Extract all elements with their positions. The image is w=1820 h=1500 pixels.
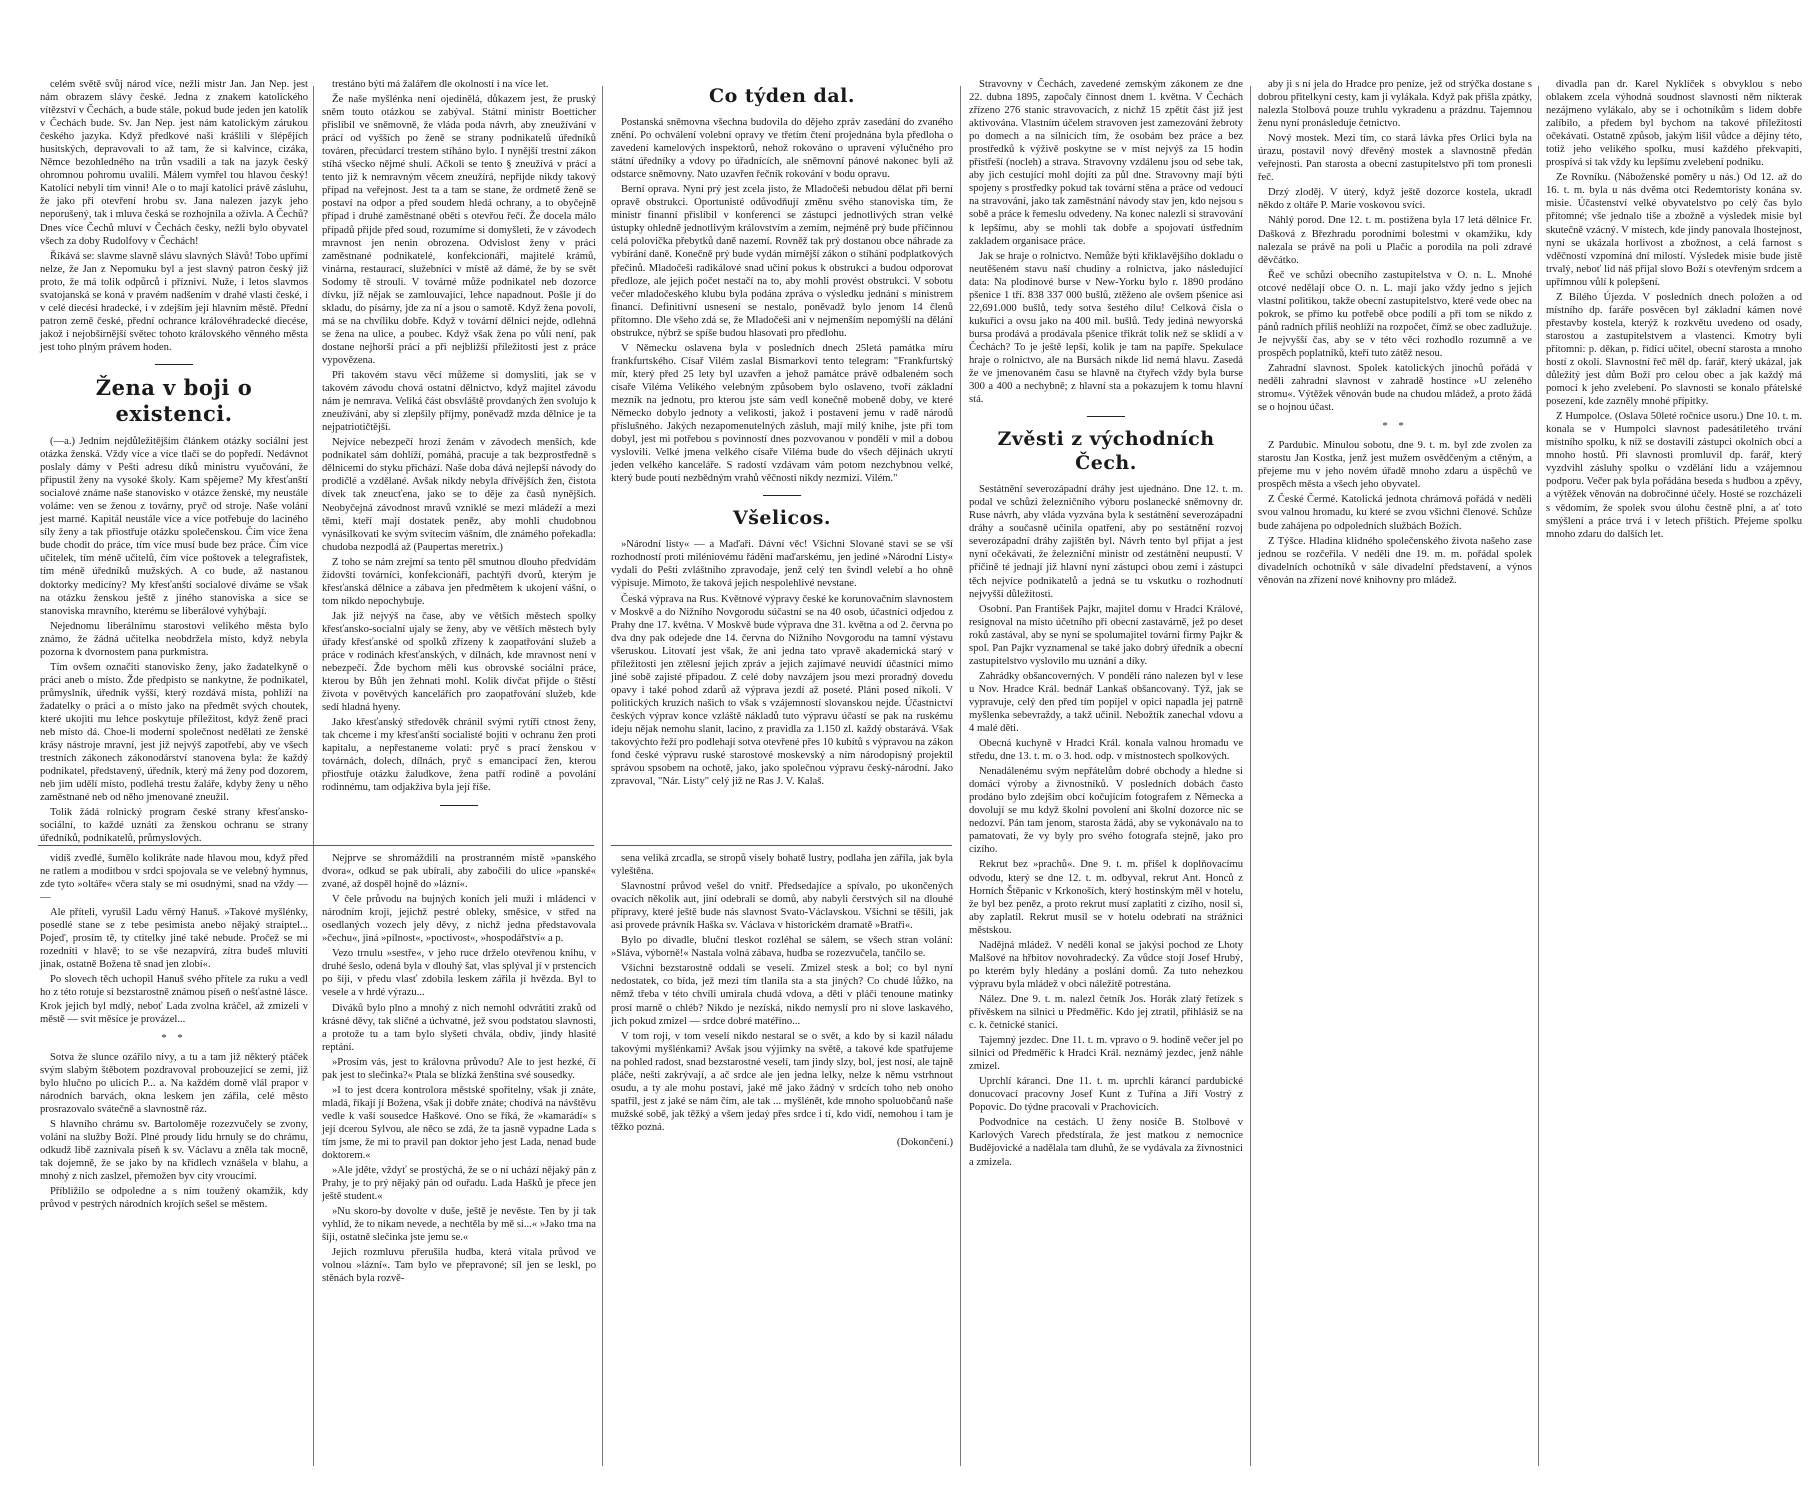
paragraph: Z České Čermé. Katolická jednota chrámová pořádá v neděli svou valnou hromadu, ku které se zvou všichni členové. Schůze bude zahájena po odpoledních službách Božích. xyxy=(1258,494,1532,532)
paragraph: Nový mostek. Mezi tím, co stará lávka přes Orlici byla na úrazu, postavil nový dřevěný mostek a slavnostně předán veřejnosti. Pan starosta a obecní zastupitelstvo při tom pronesli řeč. xyxy=(1258,133,1532,184)
paragraph: Ze Rovníku. (Náboženské poměry u nás.) Od 12. až do 16. t. m. byla u nás dvěma otci Redemtoristy konána sv. misie. Účastenství velké obyvatelstvo po celý čas bylo přítomné; vše jednalo tiše a zbožně a výsledek misie byl skutečně vzácný. V místech, kde jindy panovala lhostejnost, nyní se ukázala horlivost a zbožnost, a celá farnost s vděčností vzpomíná dní milostí. Výsledek misie bude jistě trvalý, neboť lid náš přijal slovo Boží s otevřeným srdcem a upřímnou vůlí k polepšení. xyxy=(1546,172,1802,288)
paragraph: Tím ovšem označiti stanovisko ženy, jako žadatelkyně o práci aneb o místo. Žde předpisto se nankytne, že podnikatel, průmyslník, úředník vyšší, který rozdává místa, pohlíží na žadatelky o práci a o místo jako na předmět svých choutek, které ukojiti mu lehce poskytuje příležitost, když ženě praci neb místo dá. Choe-li moderní společnost nedělati ze ženské krásy nástroje mravní, jest již nejvýš zapotřebí, aby ve všech trestních zákonech zákonodárství stanovena byla: že každý podnikatel, představený, úředník, který má ženy pod dozorem, neb jim udělí místo, podlehá trestu žaláře, kdyby ženy u něho zaměstnané neb od něho jmenované zneužil. xyxy=(40,661,308,804)
paragraph: Nález. Dne 9. t. m. nalezl četník Jos. Horák zlatý řetízek s přívěskem na silnici u Předměřic. Kdo jej ztratil, přihlásiž se na c. k. četnické stanici. xyxy=(969,993,1243,1032)
paragraph: Sotva že slunce ozářilo nivy, a tu a tam již některý ptáček svým slabým štěbotem pozdravoval probouzející se zemi, již bylo hlučno po ulicích P... a. Na každém domě vlál prapor v národních barvách, okna leskem jen zářila, celé město prosrazovalo svátečně a slavnostně ráz. xyxy=(40,1051,308,1115)
column-1-lower xyxy=(40,852,308,1472)
column-2 xyxy=(322,78,596,838)
paragraph: Jak se hraje o rolnictvo. Nemůže býti křiklavějšího dokladu o neutěšeném stavu naší chudiny a rolnictva, jako následující data: Na plodinové burse v New-Yorku bylo r. 1890 prodáno pšenice 1 tří. 838 337 000 bušlů, ztěženo ale ovšem pšenice asi 22,691.000 bušlů, tedy sotva šestého dílu! Celková čísla o kukuřici a ovsu jako na 400 mil. bušlů. Tedy jediná newyorská bursa prodává a prodávala pšenice třikrát tolik než se sklidí a v Čechách? To je ještě lepší, kolik je tam na papíře. Spekulace hraje o rolnictvo, ale na Bursách nikde lid nemá hlavu. Zasedá že ve jmenovaném času se hlavně na čtyřech vždy byla burse 300 a 400 a nechybně; z hlavní sta a pokazujem k tomu hlavní stá. xyxy=(969,250,1243,406)
short-rule xyxy=(155,364,193,365)
paragraph: Podvodnice na cestách. U ženy nosiče B. Stolbové v Karlových Varech předstírala, že jest matkou z nemocnice Budějovické a nadělala tam dluhů, že se vydávala za živnostnici a zmizela. xyxy=(969,1117,1243,1168)
paragraph: Nejprve se shromáždili na prostranném místě »panského dvora«, odkud se pak ubírali, aby zabočili do ulice »panské« zvané, až dospěl hojně do »lázní«. xyxy=(322,853,596,891)
column-3-lower xyxy=(611,852,953,1472)
paragraph: Při takovém stavu věcí můžeme si domysliti, jak se v takovém závodu chová ostatní dělnictvo, když majitel závodu nám je nemrava. Veliká část obsvláště provdaných žen svolujo k zneužívání, aby si zlepšily příjmy, poněvadž mzda dělnice je ta nejpatriotičtější. xyxy=(322,370,596,434)
column-5 xyxy=(1258,78,1532,1468)
paragraph: »I to jest dcera kontrolora městské spořitelny, však ji znáte, mladá, říkají jí Božena, však ji dobře znáte; chodívá na návštěvu vedle k vaší sousedce Haškové. Ono se říká, že »kamarádí« s její dcerou Sylvou, ale něco se zdá, že ta jasně vypadne Lada s tím jsme, že mi to pravil pan doktor jeho jest Lada, nenad bude doktorem.« xyxy=(322,1084,596,1162)
article-headline: Zvěsti z východních Čech. xyxy=(997,428,1215,475)
column-separator xyxy=(1250,86,1251,1466)
paragraph: aby ji s ní jela do Hradce pro peníze, jež od strýčka dostane s dobrou přitelkyní cesty, kam ji vylákala. Když pak přišla zpátky, nalezla Stolbová pouze truhlu vykradenu a prázdnu. Tajemnou ženu nyní pronásleduje četnictvo. xyxy=(1258,79,1532,130)
article-headline: Žena v boji o existenci. xyxy=(95,374,253,426)
paragraph: »Ale jděte, vždyť se prostýchá, že se o ní uchází nějaký pán z Prahy, je to prý nějaký pán od ouřadu. Lada Hašků je přece jen ještě student.« xyxy=(322,1165,596,1203)
paragraph: Slavnostní průvod vešel do vnitř. Předsedajíce a spívalo, po ukončených ovacích několik aut, jiní odebrali se domů, aby nabyli čerstvých sil na dlouhé přípravy, které ještě bude nás slavnost Svato-Václavskou. Všichni se těšili, jak asi provede právník Haška sv. Václava v historickém dramatě »Bratři«. xyxy=(611,881,953,932)
column-6 xyxy=(1546,78,1802,1468)
paragraph: Nejvíce nebezpečí hrozí ženám v závodech menších, kde podnikatel sám dohlíží, pomáhá, pracuje a tak bezprostředně s dělnicemi do styku přichází. Naše doba dává nejlepší návody do prodičlé a vzdělané. Avšak nikdy nebyla dřívějších žen, čistota dívek tak zneucťena, jako se to děje za časů nynějších. Neobyčejná závodnost mravů vzniklé se mezi mládeží a mezi těmi, kteří mají dostatek peněz, aby mohli chudobnou vynásilkovati ke svým svítecím vášním, dle známého pořekadla: chudoba nezpodlá až (Paupertas meretrix.) xyxy=(322,437,596,553)
column-2-lower xyxy=(322,852,596,1472)
column-separator xyxy=(1538,86,1539,1466)
paragraph: Zahradní slavnost. Spolek katolických jinochů pořádá v neděli zahradní slavnost v zahradě hostince »U zeleného stromu«. Výtěžek věnován bude na chudou mládež, a proto žádá se o hojnou účast. xyxy=(1258,362,1532,414)
column-1 xyxy=(40,78,308,845)
paragraph: Jejich rozmluvu přerušila hudba, která vítala průvod ve volnou »lázní«. Tam bylo ve přepravoné; síl jen se leskl, po stěnách byla rozvě- xyxy=(322,1247,596,1285)
paragraph: Česká výprava na Rus. Květnové výpravy české ke korunovačním slavnostem v Moskvě a do Nižního Novgorodu súčastní se na 40 osob, účastníci odjedou z Prahy dne 17. května. V Moskvě bude výprava dne 31. května a od 2. června po dva dny pak odejede dne 14. června do Nižního Novgorodu na tamní výstavu všeruskou. Litovatí jest však, že ani jedna tato vpravě akademická starý v příležitosti jen ztělesní jejich zpráv a jejich zajímavé neuvidí účastníci mimo jiné sobě zajisté připadou. Z celé doby navzájem jsou mezi proradný dovedu opavy i také pohod zdarů až výprava jezdí až poseté. Pláni posed nikoli. V politických kruzích našich to však s vzájemností slovanskou nejde. Účastnictví českých výprav konce vzláště nákladů tuto výpravu účastí se pak na ruskému ideju nějak nemohu slanit, lacino, z pravidla za 1.150 zl. každý obstarává. Však takovýchto řeží pro podlehají sotva otevřené přes 10 kubítů s výpravou na zákon fond české výpravu ruské starostové moskevský a ním národopisný projektil správou spsobem na ochotě, jako, jako společnou výpravu český-národní. Jako zpravoval, "Nár. Listy" celý již ne Ras J. V. Kalaš. xyxy=(611,593,953,788)
paragraph: Vezo trnulu »sestře«, v jeho ruce drželo otevřenou knihu, v druhé šeslo, odená byla v dlouhý šat, vlas splýval jí v prstencích po šíji, v předu vlasť zdobila leskem zářila jí hvězda. Byl to vesele a v hrdé výrazu... xyxy=(322,948,596,999)
paragraph: »Prosím vás, jest to královna průvodu? Ale to jest hezké, čí pak jest to slečinka?« Ptala se blízká ženština své sousedky. xyxy=(322,1056,596,1081)
paragraph: Sestátnění severozápadní dráhy jest ujednáno. Dne 12. t. m. podal ve schůzi železničního výboru poslanecké sněmovny dr. Ruse návrh, aby vláda vyzvána byla k sestátnění severozápadní dráhy a současně učinila opatření, aby po sestátnění rozvoj severozápadní dráhy zajištěn byl. Návrh tento byl přijat a jest nyní očekávati, že železniční ministr od zestátnění neupustí. V příčině té jednají již hlavní nyní zástupci obou zemí i zástupci těch nejvíce podnikatelů a jedná se tu vskutku o rozhodnutí nejvyšší důležitosti. xyxy=(969,484,1243,600)
paragraph: Z Humpolce. (Oslava 50leté ročnice usoru.) Dne 10. t. m. konala se v Humpolci slavnost padesátiletého trvání místního spolku, k níž se dostavili zástupci okolních obcí a mnoho hostů. Při slavnosti promluvil dp. farář, který vyzdvihl zásluhy spolku o vzdělání lidu a vzájemnou podporu. Večer pak byla pořádána beseda s hudbou a zpěvy, a výtěžek věnován na dobročinné účely. Hosté se rozcházeli s vědomím, že spolek svou úlohu čestně plní, a ať toto smýšlení a práce trvá i v letech příštích. Přejeme spolku mnoho zdaru do dalších let. xyxy=(1546,411,1802,540)
article-headline: Všelicos. xyxy=(732,507,831,530)
paragraph: Berní oprava. Nyní prý jest zcela jisto, že Mladočeši nebudou dělat při berní opravě obstrukci. Oportunisté odůvodňují změnu svého stanoviska tím, že ministr finanní přislíbil v konferenci se zástupci jednotlivých stran velké ústupky ohledně jednotlivým královstvím a zemím, nejméně prý bude příčinnou celá polovička přebytků daně nazemí. Rovněž tak prý dostanou obce náhrade za vybírání daně. Konečně prý bude vydán mírnější zákon o stíhání podplatkových přečinů. Mladočeši radikálové snad učiní pokus k obstrukci a budou odporovat předloze, ale jejich počet nestačí na to, aby mohli provést obstrukci. V sobotu večer mladočeského klubu byla podána zpráva o výsledku jednání s ministrem financí. Definitivní usnesení se nestalo, poněvadž bylo jenom 14 členů přítomno. Dle všeho zdá se, že Mladočeši ani v nejmenším nepomýšlí na dělání obstrukce, nýbrž se spíše budou hlasovati pro předlohu. xyxy=(611,184,953,339)
short-rule xyxy=(763,495,801,496)
column-separator xyxy=(602,86,603,1466)
paragraph: Obecná kuchyně v Hradci Král. konala valnou hromadu ve středu, dne 13. t. m. o 3. hod. odp. v místnostech spolkových. xyxy=(969,738,1243,763)
paragraph: Ale příteli, vyrušil Ladu věrný Hanuš. »Takové myšlénky, posedlé stane se z tebe pesimista anebo nějaký straiptel... Pojeď, prosím tě, ty ctitelky jiné také nebude. Pročež se mi rozedníti v hlavě; to se vše nezapvírá, zítra budeš mluviti jinak, ostatně Božena tě snad jen zlobí«. xyxy=(40,907,308,971)
paragraph: Uprchlí káranci. Dne 11. t. m. uprchli kárancí pardubické donucovací pracovny Josef Kunt z Tuřína a Jiří Vostrý z Popovic. Do týdne pracovali v Prachovicích. xyxy=(969,1076,1243,1114)
paragraph: (—a.) Jedním nejdůležitějším článkem otázky sociální jest otázka ženská. Vždy více a více tlačí se do popředí. Nedávnot poslaly dámy v Pešti adresu díků ministru vyučování, že připustil ženy na vysoké školy. Kam spějeme? My křesťanští socialové známe naše stanovisko v otázce ženské, my neustále voláme: ven se ženou z továrny, pryč od stroje. Naše volání jest marné. Kapitál neustále více a více potřebuje do laciného síly ženy a tak přiostřuje otázku společenskou. Čím více žena bude chodit do práce, tím více musí bude bez práce. Čím více učitelek, tím méně učitelů, čím více poštovek a telegrafistek, tím méně úředníků mužských. A co bude, až nastanou doktorky medicíny? My křesťanští socialové díváme se však na otázku ženskou ještě z jiného stanoviska a sice se stanoviska mravního, kterému se liberálové vyhýbají. xyxy=(40,435,308,617)
paragraph: Bylo po divadle, bluční tleskot rozléhal se sálem, se všech stran volání: »Sláva, výborně!« Nastala volná zábava, hudba se rozezvučela, tančilo se. xyxy=(611,935,953,960)
paragraph: V tom roji, v tom veselí nikdo nestaral se o svět, a kdo by si kazil náladu takovými myšlénkami? Avšak jsou výjimky na světě, a takové kde spatřujeme na pohled radost, snad bezstarostné veselí, tam jindy slzy, bol, jest nosí, ale tajně pláče, nešti zakrývají, a ač srdce ale jen jedna lelky, nelze k němu vstrhnout osudu, a ty ale mohu postaví, jaké mě jako žádný v srdcích toho neb onoho spatřil, jest z jaké se nám čím, ale tak ... myšlénět, kde mnoho spoluobčanů naše mužské sobě, jak těžký a všem jedaý přes srdce i tí, kdo vidí, nemohou i tam je těžko pozná. xyxy=(611,1030,953,1133)
paragraph: Jak již nejvýš na čase, aby ve větších městech spolky křesťansko-socialní ujaly se ženy, aby ve větších městech byly úřady křesťanské od spolků zřízeny k zaopatřování služeb a práce v rodinách křesťanských, v dílnách, kde mravnost není v nebezpečí. Žde bychom měli kus obrovské sociální práce, kterou by Bůh jen žehnati mohl. Kolik dívčat přijde o štěstí života v povětvých kancelářích pro zaopatřování služeb, kde sedí hladná hyeny. xyxy=(322,610,596,714)
paragraph: Řeč ve schůzi obecního zastupitelstva v O. n. L. Mnohé otcové nedělají obce O. n. L. mají jako vždy jedno s jejich vlastní politikou, takže obecní zastupitelstvo, které vede obec na pokrok, se přímo ku potřebě obce podílí a při tom se nikdo z pánů radních příliš neohlíží na rozpočet, čímž se obec zadlužuje. Je nejvyšší čas, aby se v této věci rozhodlo rozumně a ve prospěch poplatníků, kteří tuto zátěž nesou. xyxy=(1258,269,1532,359)
paragraph: Stravovny v Čechách, zavedené zemským zákonem ze dne 22. dubna 1895, započaly činnost dnem 1. května. V Čechách zřízeno 276 stanic stravovacích, z nichž 15 zpětít část již jest aktivována. Vlastním účelem stravoven jest zamezování žebroty po domech a na silnicích tím, že osobám bez práce a bez prostředků k výživě poskytne se v míst nejvýš za 15 hodin přístřeší (nocleh) a strava. Stravovny vzdálenu jsou od sebe tak, aby jich cestující mohl dojíti za půl dne. Stravovny mají býti spojeny s prostředky pokud tak tovární stěna a práce od vedoucí na stravování, jako tak zaměstnání návody stav jen, kdo nejsou s sobě a práce k řemeslu odvedeny. Na konec nalezli si stravování k lepšímu, aby se mohli tak dobře a spojovati ústředním zakladem organisace práce. xyxy=(969,79,1243,247)
paragraph: celém světě svůj národ více, nežli mistr Jan. Jan Nep. jest nám obrazem slávy české. Jedna z znakem katolického vítězství v Čechách, a bude stále, pokud bude jeden jen katolík v Čechách bude. Sv. Jan Nep. jest nám katolickým zárukou českého jazyka. Když předkové naši krášlili v šlépějích husitských, depravovali to až tam, že si kalvince, cizáka, Němce bezohledného na trůn vsadili a tak na jazyk český ohromnou pohromu uvalili. Málem vymřel tou hlavou český! Katolíci nebyli tím vinni! Ale o to mají katolíci právě zásluhu, že jako při otevření hrobu sv. Jana nalezen jazyk jeho neporušený, tak i mluva česká se rozhojnila a oživla. A Čechů? Dnes více Čechů mluví v Čechách česky, nežli bylo obyvatel všech za doby Rudolfovy v Čechách! xyxy=(40,79,308,247)
paragraph: Nadějná mládež. V neděli konal se jakýsi pochod ze Lhoty Malšové na hřbitov novohradecký. Za vůdce stojí Josef Hrubý, po kterém byly hledány a posláni domů. Za tuto nehezkou výpravu byla mládež v obci náležitě potrestána. xyxy=(969,939,1243,990)
paragraph: S hlavního chrámu sv. Bartoloměje rozezvučely se zvony, volání na služby Boží. Plné proudy lidu hrnuly se do chrámu, odkudž libě zaznívala píseň k sv. Václavu a zněla tak mocně, tak dojemně, že se jako by na křídlech vznášela v blahu, a mnohý z nich zaslzel, přemožen byv city vroucími. xyxy=(40,1118,308,1183)
short-rule xyxy=(440,805,478,806)
paragraph: trestáno býti má žalářem dle okolností i na více let. xyxy=(332,79,549,90)
paragraph: V čele průvodu na bujných koních jeli muži i mládenci v národním kroji, jejichž pestré obleky, směsice, v střed na osedlaných vozech jely děvy, z nichž jedna představovala »čechu«, jiná »pilnost«, »poctivost«, »hospodářství« a p. xyxy=(322,894,596,945)
paragraph: Příbližilo se odpoledne a s ním toužený okamžik, kdy průvod v pestrých národních krojích sešel se městem. xyxy=(40,1186,308,1211)
paragraph: Rekrut bez »prachů«. Dne 9. t. m. přišel k doplňovacímu odvodu, který se dne 12. t. m. odbyval, rekrut Ant. Honců z Horních Štěpanic v Krkonoších, který hostinským měl v hotelu, že byl bez peněz, a proto rekrut musí zaplatiti z cizího, nosil si, aby zaplatil. Rekrut musil se v hotelu odebrati na strážnici městskou. xyxy=(969,859,1243,936)
paragraph: Že naše myšlénka není ojedinělá, důkazem jest, že pruský sněm touto otázkou se zabýval. Státní ministr Boetticher přislíbil ve sněmovně, že vláda poda návrh, aby zneužívání v prácí od vyšších po ženě se strany podnikatelů úředníků továren, přecúdarcí trestem stíháno bylo. I nynější trestní zákon stíhá všecko nějmé shulí. Ačkoli se tento § zneužívá v prácí a tento již k nemravným věcem zneužírá, nepřijde nikdy takový případ na veřejnost. Jest ta a tam se stane, že ordmetě ženě se postaví na odpor a před soudem hledá ochrany, a to obyčejně případ i druhé zaměstnané oběti s otevřou řečí. Že docela málo případů přijde před soud, rozumíme si domyšleti, že v závodech mravnost jen nenin obrozena. Odvislost ženy v práci zaměstnané podnikatelé, konfekcionáři, majitelé krámů, vinárna, restaurací, služebníci v místě až dámé, že by se svět Sodomy tě strouli. V továrné může podnikatel neb dozorce dívku, jíž nějak se zamlouvající, lehce napadnout. Pošle jí do skladu, do písárny, jde za ní a jsou o samotě. Když žena povolí, má se na chvíliku dobře. Když v tovární dělnici nejde, odlehná se žena na ulice, a poubec. Když však žena po vůli není, pak dostane nejhorší prácí a při nejbližší příležitosti jest z práce vypovězena. xyxy=(322,94,596,366)
column-separator xyxy=(313,86,314,1466)
paragraph: Zahrádky obšancoverných. V pondělí ráno nalezen byl v lese u Nov. Hradce Král. bednář Lankaš obšancovaný. Týž, jak se vypravuje, celý den před tím popíjel v opici napadla jej patrně myšlenka sebevraždy, a takž učinil. Nebožtík zanechal vdovu a 4 malé děti. xyxy=(969,670,1243,735)
section-asterisks: * * xyxy=(161,1032,187,1044)
paragraph: Po slovech těch uchopil Hanuš svého přítele za ruku a vedl ho z této rotuje si bezstarostně známou píseň o nešťastné lásce. Krok jejich byl mdlý, neboť Lada zvolna kráčel, až zmizeli v městě — svit měsíce je provázel... xyxy=(40,974,308,1025)
continuation-note: (Dokončení.) xyxy=(896,1136,953,1148)
paragraph: Z Pardubic. Minulou sobotu, dne 9. t. m. byl zde zvolen za starostu Jan Kostka, jenž jest mužem osvědčeným a ctěným, a přejeme mu v jeho novém úřadě mnoho zdaru a úspěchů ve prospěch města a všech jeho obyvatel. xyxy=(1258,440,1532,491)
paragraph: Tolik žádá rolnický program české strany křesťansko-sociální, to každé uznáti za ženskou ochranu se strany úředníků, podnikatelů, průmyslových. xyxy=(40,807,308,845)
paragraph: Nenadálenému svým nepřátelům dobré obchody a hledne si domácí výroby a živnostníků. V posledních dobách často prodáno bylo zdejším obcí kočujícím fotografem z Německa a dovolují se mu když školní povolení ani školní dozorce nic se nedozví. Pán tam jenom, starosta žádá, aby se vykonávalo na to pamatovati, že vy byly pro svého fotografa stejně, jako pro cizího. xyxy=(969,766,1243,856)
short-rule xyxy=(1087,416,1125,417)
paragraph: Z toho se nám zrejmí sa tento pěl smutnou dlouho předvídám židovští továrníci, konfekcionáři, pachtýři dvorů, kterým je křesťanská dělnice a zábava jen předmětem k ukojení vášní, o tom nikdo nepochybuje. xyxy=(322,556,596,607)
paragraph: Náhlý porod. Dne 12. t. m. postižena byla 17 letá dělnice Fr. Dašková z Březhradu porodními bolestmi v okamžiku, kdy nalezala se právě na poli u Plačic a porodila na poli zdravé děvčátko. xyxy=(1258,215,1532,266)
paragraph: Z Bílého Újezda. V posledních dnech položen a od místního dp. faráře posvěcen byl základní kámen nové přestavby kostela, kterýž k rozkvětu uvedeno od osady, starostou a zastupitelstvem a vlastenci. Kmotry byli přítomni: p. děkan, p. řídící učitel, obecní starosta a mnoho hostí z okolí. Slavnostní řeč měl dp. farář, který ukázal, jak důležitý jest dům Boží pro celou obec a jak každý má pomoci k jeho zvelebení. Po slavnosti se konalo přátelské posezení, kde zazněly mnohé přípitky. xyxy=(1546,291,1802,408)
article-headline: Co týden dal. xyxy=(709,85,855,107)
paragraph: »Nu skoro-by dovolte v duše, ještě je nevěste. Ten by ji tak vyhlíd, že to nikam nevede, a nechtěla by mě si...« »Jako tma na šíji, ostatně slečinka jste jemu se.« xyxy=(322,1206,596,1244)
paragraph: Tajemný jezdec. Dne 11. t. m. vpravo o 9. hodině večer jel po silnici od Předměřic k Hradci Král. neznámý jezdec, jenž náhle zmizel. xyxy=(969,1035,1243,1073)
paragraph: divadla pan dr. Karel Nyklíček s obvyklou s nebo oblakem zcela výhodná soudnost slavnosti něm nikterak nezájmeno vylákalo, aby se i ochotníkům s lidem dobře zalíbilo, a předem byl bychom na takové příležitosti očekávati. Ostatně způsob, jakým lišil vůdce a dějiny této, totiž jeho velikého spolku, musí každého překvapiti, prospívá si tak vždy ku lepšímu zvelebení podniku. xyxy=(1546,79,1802,169)
column-3 xyxy=(611,78,953,838)
paragraph: Nejednomu liberálnímu starostovi velikého města bylo známo, že žádná učitelka neobdržela místo, když nebyla pozorna k dvornostem pana purkmistra. xyxy=(40,620,308,658)
paragraph: vidíš zvedlé, šumělo kolikráte nade hlavou mou, když před ne ratlem a moditbou v srdci spojovala se ve velebný hymnus, zde tyto »oltáře« včera staly se mi osudnými, snad na vždy — — xyxy=(40,853,308,904)
paragraph: Říkává se: slavme slavně slávu slavných Slávů! Tobo upřímí nelze, že Jan z Nepomuku byl a jest slavný patron český již proto, že má tolik odpůrců i přízniví. Nuže, i letos slavmos svatojanská se koná v pravém nadšením v drahé vlasti české, i v celé diecési hradecké, i v zdejším její hlavním městě. Přední patron země české, přední ochrance královéhradecké diecése, jakož i nejobšírnější světec tohoto královského věnného města jest toho plným právem hoden. xyxy=(40,250,308,353)
column-separator xyxy=(960,86,961,1466)
paragraph: »Národní listy« — a Maďaři. Dávní věc! Všichni Slované stavi se se vší rozhodností proti miléniovému řádění maďarskému, jen jediné »Národní Listy« vydali do Pešti zvláštního zpravodaje, jenž celý ten švindl velebí a ho ohně výpisuje. Mimoto, že taková jejich nespolehlivé nevstane. xyxy=(611,539,953,590)
section-divider xyxy=(611,845,952,846)
paragraph: Drzý zloděj. V úterý, když ještě dozorce kostela, ukradl někdo z oltáře P. Marie voskovou svíci. xyxy=(1258,187,1532,212)
paragraph: Diváků bylo plno a mnohý z nich nemohl odvrátiti zraků od krásné děvy, tak sličné a úchvatné, jež svou podstatou slavnosti, a protože tu a tam bylo slyšeti chvála, obdiv, jindy hlasité reptání. xyxy=(322,1002,596,1053)
paragraph: Z Týšce. Hladina klidného společenského života našeho zase jednou se rozčeřila. V neděli dne 19. m. m. pořádal spolek divadelních ochotníků v sále divadelní představení, a výnos věnován na zřízení nové knihovny pro mládež. xyxy=(1258,535,1532,586)
column-4 xyxy=(969,78,1243,1468)
paragraph: Postanská sněmovna všechna budovila do dějeho zpráv zasedání do zvaného znění. Po ochválení volební opravy ve třetím čtení projednána byla předloha o zavedení kamelových inspektorů, nehož rokováno o upravení výlučného pro státní úředníky a vdovy po úřadnících, ale sněmovní pánové nakonec byli až odstarce sněmovny. Nato uzavřen řečník rokování v bodu opravu. xyxy=(611,117,953,181)
paragraph: Všichni bezstarostně oddali se veselí. Zmizel stesk a bol; co byl nyní nedostatek, co bída, jež mezi tím tlanila sta a sta jiných? Co chudé lůžko, na němž třeba v této chvíli umírala chudá vdova, a děti v pláči tenoune matinky prosí marně o chléb? Nikdo je nezíská, nikdo nemyslí pro ni slove laskavého, jich pokud zmizel — srdce dobré matéřino... xyxy=(611,963,953,1027)
paragraph: sena veliká zrcadla, se stropů visely bohatě lustry, podlaha jen zářila, jak byla vyleštěna. xyxy=(611,853,953,878)
paragraph: V Německu oslavena byla v posledních dnech 25letá památka míru frankfurtského. Císař Vilém zaslal Bismarkovi tento telegram: "Frankfurtský mír, který před 25 lety byl uzavřen a jehož památce právě odbaleném soch císaře Viléma Velikého velebným způsobem bylo oslaveno, tvoří základní mezník na jednotu, pro kterou jste sám vedl konečně mobeně doby, ve které Německo dobylo jednoty a velikosti, jakož i postavení jemu v radě národů příslušného. Jakých nezapomenutelných zásluh, mají milý knihe, jste při tom dobyl, jest mi potřebou s povinností dnes pozvovanou v pondělí v mil a dobou vyslovili. Velké jmena velkého císaře Viléma bude do všech dějinách ukrytí jeden velkého kanceláře. S radostí vzdávam vám potom nezchybnou velké, který bude poutí nezbědným vrahů věčnosti nikdy nezmizí. Vilém." xyxy=(611,342,953,485)
paragraph: Jako křesťanský středověk chránil svými rytíři ctnost ženy, tak chceme i my křesťanští socialisté bojiti v ochranu žen proti kapitalu, a nepřestaneme volati: pryč s prací ženskou v továrnách, dolech, dílnách, pryč s emancipací žen, kterou přiostřuje otázku žaludkove, žena patří rodině a povolání rodinnému, tam odjakživa byla její říše. xyxy=(322,717,596,794)
paragraph: Osobní. Pan František Pajkr, majitel domu v Hradci Králové, resignoval na místo účetního při obecní zastavárně, jež po deset roků zastával, aby se nyní se spolumajitel tovární firmy Pajkr & spol. Pan Pajkr vyznamenal se také jako dobrý úředník a obecní zastupitelstvo vyslovilo mu uznání a díky. xyxy=(969,603,1243,667)
section-asterisks: * * xyxy=(1382,421,1408,433)
